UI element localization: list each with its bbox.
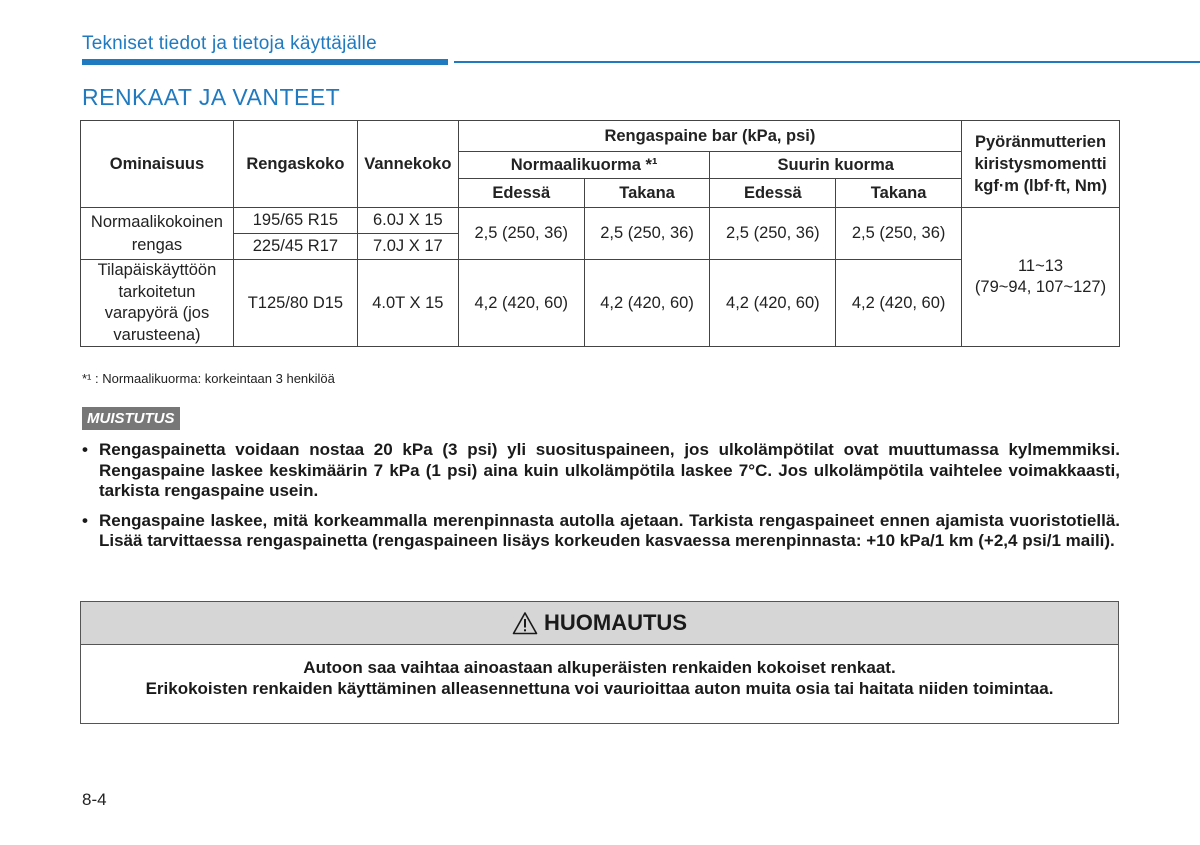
notice-line: Erikokoisten renkaiden käyttäminen alleasennettuna voi vaurioittaa auton muita osia tai haitata niiden toimintaa. [145,678,1054,698]
header-rule-thin [454,61,1200,63]
cell-tire-size: 225/45 R17 [233,234,357,260]
header-rule-thick [82,59,448,65]
cell-tire-size: 195/65 R15 [233,208,357,234]
cell-pressure: 2,5 (250, 36) [836,208,962,260]
cell-pressure: 4,2 (420, 60) [836,260,962,347]
tire-spec-table [80,120,1120,347]
header-front: Edessä [458,179,584,208]
cell-rim-size: 7.0J X 17 [357,234,458,260]
cell-pressure: 4,2 (420, 60) [710,260,836,347]
bullet-icon: • [82,510,88,530]
note-list [82,440,1120,561]
notice-title: HUOMAUTUS [544,610,687,635]
footnote: *¹ : Normaalikuorma: korkeintaan 3 henkilöä [82,371,335,386]
header-rear: Takana [584,179,710,208]
header-tire-pressure: Rengaspaine bar (kPa, psi) [458,121,961,152]
torque-units: (79~94, 107~127) [974,278,1107,296]
cell-pressure: 4,2 (420, 60) [584,260,710,347]
list-item [82,511,1120,552]
header-feature: Ominaisuus [81,121,234,208]
header-max-load: Suurin kuorma [710,152,962,179]
torque-value: 11~13 [1017,257,1064,275]
header-normal-load: Normaalikuorma *¹ [458,152,710,179]
cell-pressure: 2,5 (250, 36) [710,208,836,260]
notice-box [80,601,1119,724]
notice-header [81,602,1118,645]
bullet-icon: • [82,440,88,459]
header-rim-size: Vannekoko [357,121,458,208]
notice-line: Autoon saa vaihtaa ainoastaan alkuperäisten renkaiden kokoiset renkaat. [303,658,896,677]
list-item [82,440,1120,502]
cell-pressure: 2,5 (250, 36) [584,208,710,260]
section-title: RENKAAT JA VANTEET [82,84,341,110]
cell-tire-size: T125/80 D15 [233,260,357,347]
header-tire-size: Rengaskoko [233,121,357,208]
bullet-text: Rengaspainetta voidaan nostaa 20 kPa (3 psi) yli suosituspaineen, jos ulkolämpötilat ovat muuttumassa kylmemmiksi. Rengaspaine laskee keskimäärin 7 kPa (1 psi) aina kuin ulkolämpötila laskee 7°C. Jos ulkolämpötila vaihtelee voimakkaasti, tarkista rengaspaine usein. [99,440,1120,500]
cell-feature: Normaalikokoinen rengas [81,208,234,260]
cell-feature: Tilapäiskäyttöön tarkoitetun varapyörä (jos varusteena) [81,260,234,347]
cell-pressure: 2,5 (250, 36) [458,208,584,260]
header-rear: Takana [836,179,962,208]
cell-torque [962,208,1120,347]
bullet-text: Rengaspaine laskee, mitä korkeammalla merenpinnasta autolla ajetaan. Tarkista rengaspaineet ennen ajamista vuoristotiellä. Lisää tarvittaessa rengaspainetta (rengaspaineen lisäys korkeuden kasvaessa merenpinnasta: +10 kPa/1 km (+2,4 psi/1 maili). [99,510,1120,550]
cell-rim-size: 6.0J X 15 [357,208,458,234]
notice-body [81,645,1118,699]
cell-rim-size: 4.0T X 15 [357,260,458,347]
note-label: MUISTUTUS [82,407,180,430]
warning-triangle-icon [512,611,538,635]
cell-pressure: 4,2 (420, 60) [458,260,584,347]
chapter-title: Tekniset tiedot ja tietoja käyttäjälle [82,33,377,54]
header-front: Edessä [710,179,836,208]
header-torque: Pyöränmutterien kiristysmomentti kgf·m (lbf·ft, Nm) [962,121,1120,208]
page-number: 8-4 [82,790,107,809]
